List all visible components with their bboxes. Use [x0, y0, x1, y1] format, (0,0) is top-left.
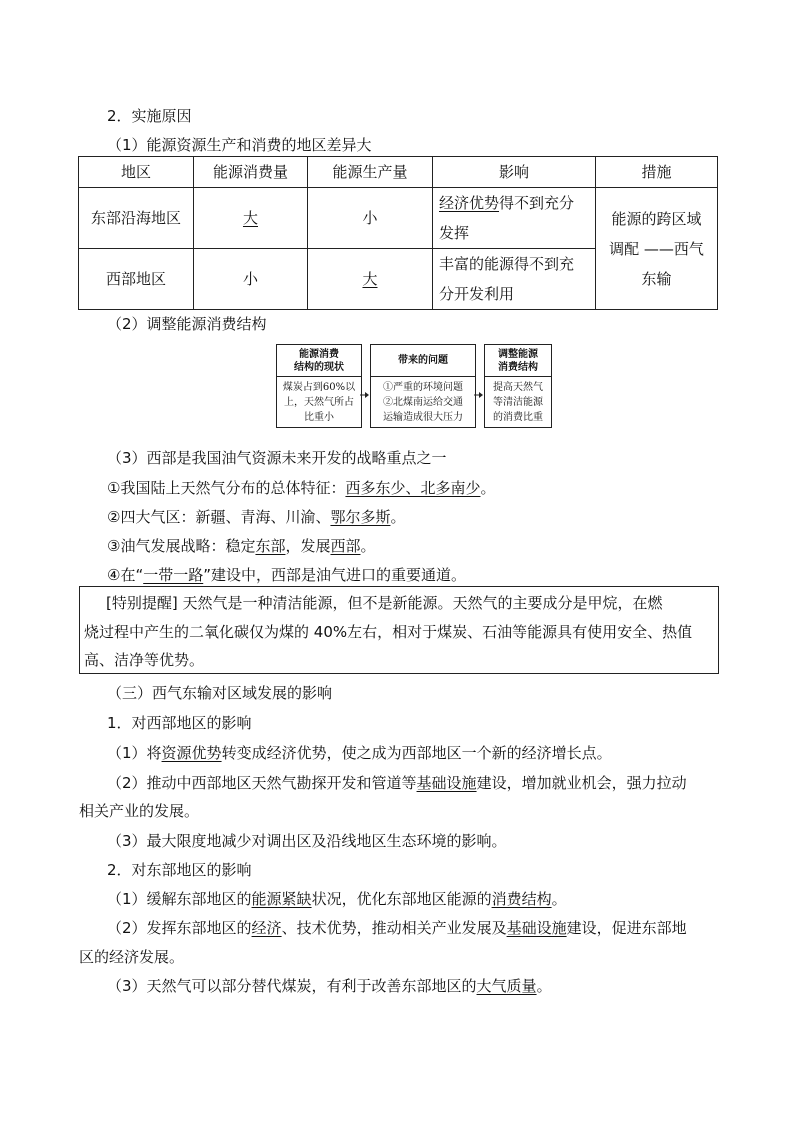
impact-underlined: 经济优势 [439, 194, 500, 212]
text: （3）天然气可以部分替代煤炭，有利于改善东部地区的 [107, 977, 477, 995]
impact-line-2: 分开发利用 [439, 285, 515, 303]
text: 。 [480, 479, 496, 497]
underlined-text: 能源紧缺 [251, 890, 312, 908]
text: （1）缓解东部地区的 [107, 890, 252, 908]
flow-head-line: 结构的现状 [294, 361, 344, 373]
measure-line: 调配 ——西气 [609, 239, 704, 258]
text: （1）将 [107, 744, 162, 762]
section-heading: （三）西气东输对区域发展的影响 [107, 684, 333, 702]
text: 。 [536, 977, 552, 995]
paragraph: （3）最大限度地减少对调出区及沿线地区生态环境的影响。 [107, 832, 507, 850]
arrow-right-icon [360, 390, 370, 400]
flow-head-line: 消费结构 [498, 361, 538, 373]
table-header-cell: 能源消费量 [194, 157, 308, 188]
production-cell: 小 [308, 188, 433, 249]
flow-body-line: 的消费比重 [493, 411, 543, 423]
reminder-line: 高、洁净等优势。 [84, 651, 205, 669]
flow-body-line: ①严重的环境问题 [383, 381, 463, 393]
underlined-text: 一带一路 [143, 566, 204, 584]
text: 。 [360, 537, 376, 555]
flow-box-body [371, 377, 475, 427]
paragraph [107, 539, 376, 554]
text: 状况，优化东部地区能源的 [311, 890, 492, 908]
special-reminder-box [79, 586, 719, 674]
flow-box-body [277, 377, 361, 427]
subheading-1: （1）能源资源生产和消费的地区差异大 [107, 136, 372, 154]
underlined-text: 鄂尔多斯 [330, 508, 391, 526]
underlined-text: 东部 [255, 537, 286, 555]
underlined-text: 基础设施 [506, 919, 567, 937]
reminder-line: [特别提醒] 天然气是一种清洁能源，但不是新能源。天然气的主要成分是甲烷，在燃 [106, 594, 663, 612]
underlined-text: 西多东少、北多南少 [345, 479, 481, 497]
flow-box-current-structure [276, 344, 362, 428]
paragraph-continuation: 相关产业的发展。 [79, 802, 200, 820]
table-row [79, 188, 718, 249]
flow-body-line: 上，天然气所占 [283, 396, 354, 408]
text: 、技术优势，推动相关产业发展及 [281, 919, 507, 937]
text: （2）发挥东部地区的 [107, 919, 252, 937]
production-value: 大 [362, 270, 378, 288]
flow-head-line: 能源消费 [299, 348, 339, 360]
underlined-text: 大气质量 [476, 977, 537, 995]
paragraph [107, 568, 466, 583]
flow-body-line: ②北煤南运给交通 [383, 396, 463, 408]
text: ④在“ [107, 566, 144, 584]
impact-line-1: 丰富的能源得不到充 [439, 255, 575, 273]
section-heading: 2．实施原因 [107, 107, 192, 125]
reminder-line: 烧过程中产生的二氧化碳仅为煤的 40%左右，相对于煤炭、石油等能源具有使用安全、热值 [84, 623, 693, 641]
flow-body-line: 运输造成很大压力 [383, 411, 463, 423]
region-cell: 西部地区 [79, 249, 194, 310]
flow-head-line: 调整能源 [498, 348, 538, 360]
paragraph [107, 776, 687, 791]
region-cell: 东部沿海地区 [79, 188, 194, 249]
text: 转变成经济优势，使之成为西部地区一个新的经济增长点。 [221, 744, 612, 762]
text: ①我国陆上天然气分布的总体特征： [107, 479, 346, 497]
impact-line-2: 发挥 [439, 224, 470, 242]
flow-body-line: 煤炭占到60%以 [282, 381, 356, 393]
underlined-text: 基础设施 [416, 774, 477, 792]
table-header-cell: 地区 [79, 157, 194, 188]
flow-head-line: 带来的问题 [398, 355, 448, 366]
flow-box-head [485, 345, 551, 376]
paragraph [107, 746, 612, 761]
paragraph [107, 510, 405, 525]
flow-body-line: 比重小 [303, 411, 334, 423]
consumption-cell: 小 [194, 249, 308, 310]
paragraph [107, 481, 495, 496]
text: ③油气发展战略：稳定 [107, 537, 256, 555]
impact-line-1 [439, 188, 595, 218]
text: 建设，促进东部地 [566, 919, 687, 937]
impact-text: 得不到充分 [499, 194, 575, 212]
flow-box-problems [370, 344, 476, 428]
flow-box-head [371, 345, 475, 376]
subheading-3: （3）西部是我国油气资源未来开发的战略重点之一 [107, 449, 447, 467]
table-header-cell: 能源生产量 [308, 157, 433, 188]
underlined-text: 经济 [251, 919, 282, 937]
measure-line: 能源的跨区域 [611, 209, 702, 228]
table-header-row [79, 157, 718, 188]
subheading-west: 1．对西部地区的影响 [107, 714, 252, 732]
table-header-cell: 措施 [596, 157, 718, 188]
text: 。 [390, 508, 406, 526]
paragraph [107, 921, 687, 936]
arrow-right-icon [474, 390, 484, 400]
subheading-east: 2．对东部地区的影响 [107, 861, 252, 879]
flow-box-adjustment [484, 344, 552, 428]
impact-cell [433, 249, 596, 310]
text: ，发展 [285, 537, 331, 555]
underlined-text: 西部 [330, 537, 361, 555]
production-cell [308, 249, 433, 310]
flow-body-line: 等清洁能源 [493, 396, 543, 408]
underlined-text: 消费结构 [491, 890, 552, 908]
measure-cell [596, 188, 718, 310]
text: ”建设中，西部是油气进口的重要通道。 [203, 566, 467, 584]
text: 。 [551, 890, 567, 908]
measure-line: 东输 [641, 269, 672, 288]
paragraph [107, 979, 552, 994]
text: （2）推动中西部地区天然气勘探开发和管道等 [107, 774, 417, 792]
underlined-text: 资源优势 [161, 744, 222, 762]
flow-body-line: 提高天然气 [493, 381, 543, 393]
subheading-2: （2）调整能源消费结构 [107, 315, 267, 333]
text: 建设，增加就业机会，强力拉动 [476, 774, 687, 792]
table-header-cell: 影响 [433, 157, 596, 188]
consumption-cell [194, 188, 308, 249]
paragraph-continuation: 区的经济发展。 [79, 948, 185, 966]
paragraph [107, 892, 567, 907]
text: ②四大气区：新疆、青海、川渝、 [107, 508, 331, 526]
energy-table [78, 156, 718, 310]
impact-cell [433, 188, 596, 249]
consumption-value: 大 [242, 209, 258, 227]
flow-box-head [277, 345, 361, 376]
flow-box-body [485, 377, 551, 427]
